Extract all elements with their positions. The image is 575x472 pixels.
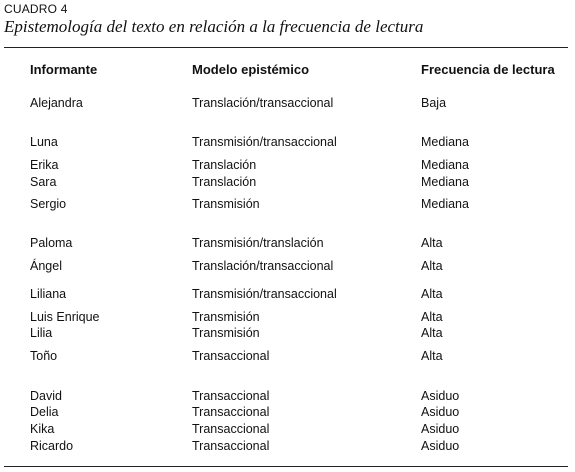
cell-frecuencia: Mediana — [421, 158, 469, 172]
cell-informante: Kika — [30, 422, 55, 436]
cell-modelo: Transaccional — [192, 439, 270, 453]
cell-modelo: Transaccional — [192, 349, 270, 363]
cell-modelo: Transaccional — [192, 422, 270, 436]
header-frecuencia-lectura: Frecuencia de lectura — [421, 62, 555, 77]
table-label: CUADRO 4 — [4, 2, 68, 16]
cell-informante: Lilia — [30, 326, 53, 340]
cell-frecuencia: Alta — [421, 236, 443, 250]
cell-informante: Ricardo — [30, 439, 74, 453]
cell-frecuencia: Asiduo — [421, 422, 460, 436]
cell-frecuencia: Alta — [421, 310, 443, 324]
cell-frecuencia: Asiduo — [421, 405, 460, 419]
cell-modelo: Transmisión/transaccional — [192, 287, 337, 301]
header-modelo-epistemico: Modelo epistémico — [192, 62, 310, 77]
cell-informante: Ángel — [30, 259, 62, 273]
cell-informante: Alejandra — [30, 96, 83, 110]
cell-informante: Sara — [30, 175, 57, 189]
cell-modelo: Transaccional — [192, 389, 270, 403]
cell-informante: Delia — [30, 405, 59, 419]
cell-informante: Paloma — [30, 236, 73, 250]
cell-informante: David — [30, 389, 62, 403]
top-rule — [4, 47, 568, 48]
cell-informante: Luis Enrique — [30, 310, 100, 324]
cell-modelo: Transmisión — [192, 326, 260, 340]
cell-modelo: Translación — [192, 158, 257, 172]
cell-frecuencia: Asiduo — [421, 439, 460, 453]
cell-modelo: Transmisión/translación — [192, 236, 324, 250]
cell-frecuencia: Mediana — [421, 135, 469, 149]
cell-frecuencia: Mediana — [421, 175, 469, 189]
table-title: Epistemología del texto en relación a la frecuencia de lectura — [4, 17, 424, 36]
cell-frecuencia: Alta — [421, 349, 443, 363]
cell-frecuencia: Alta — [421, 287, 443, 301]
cell-modelo: Transmisión — [192, 197, 260, 211]
cell-frecuencia: Alta — [421, 326, 443, 340]
cell-frecuencia: Alta — [421, 259, 443, 273]
cell-frecuencia: Baja — [421, 96, 447, 110]
header-informante: Informante — [30, 62, 98, 77]
cell-modelo: Transmisión — [192, 310, 260, 324]
cell-modelo: Transmisión/transaccional — [192, 135, 337, 149]
cell-modelo: Translación — [192, 175, 257, 189]
cell-modelo: Transaccional — [192, 405, 270, 419]
cell-informante: Erika — [30, 158, 59, 172]
cell-informante: Liliana — [30, 287, 67, 301]
cell-frecuencia: Mediana — [421, 197, 469, 211]
cell-modelo: Translación/transaccional — [192, 96, 334, 110]
cell-informante: Toño — [30, 349, 58, 363]
cell-informante: Luna — [30, 135, 58, 149]
cell-frecuencia: Asiduo — [421, 389, 460, 403]
cell-modelo: Translación/transaccional — [192, 259, 334, 273]
cell-informante: Sergio — [30, 197, 67, 211]
bottom-rule — [4, 466, 568, 467]
